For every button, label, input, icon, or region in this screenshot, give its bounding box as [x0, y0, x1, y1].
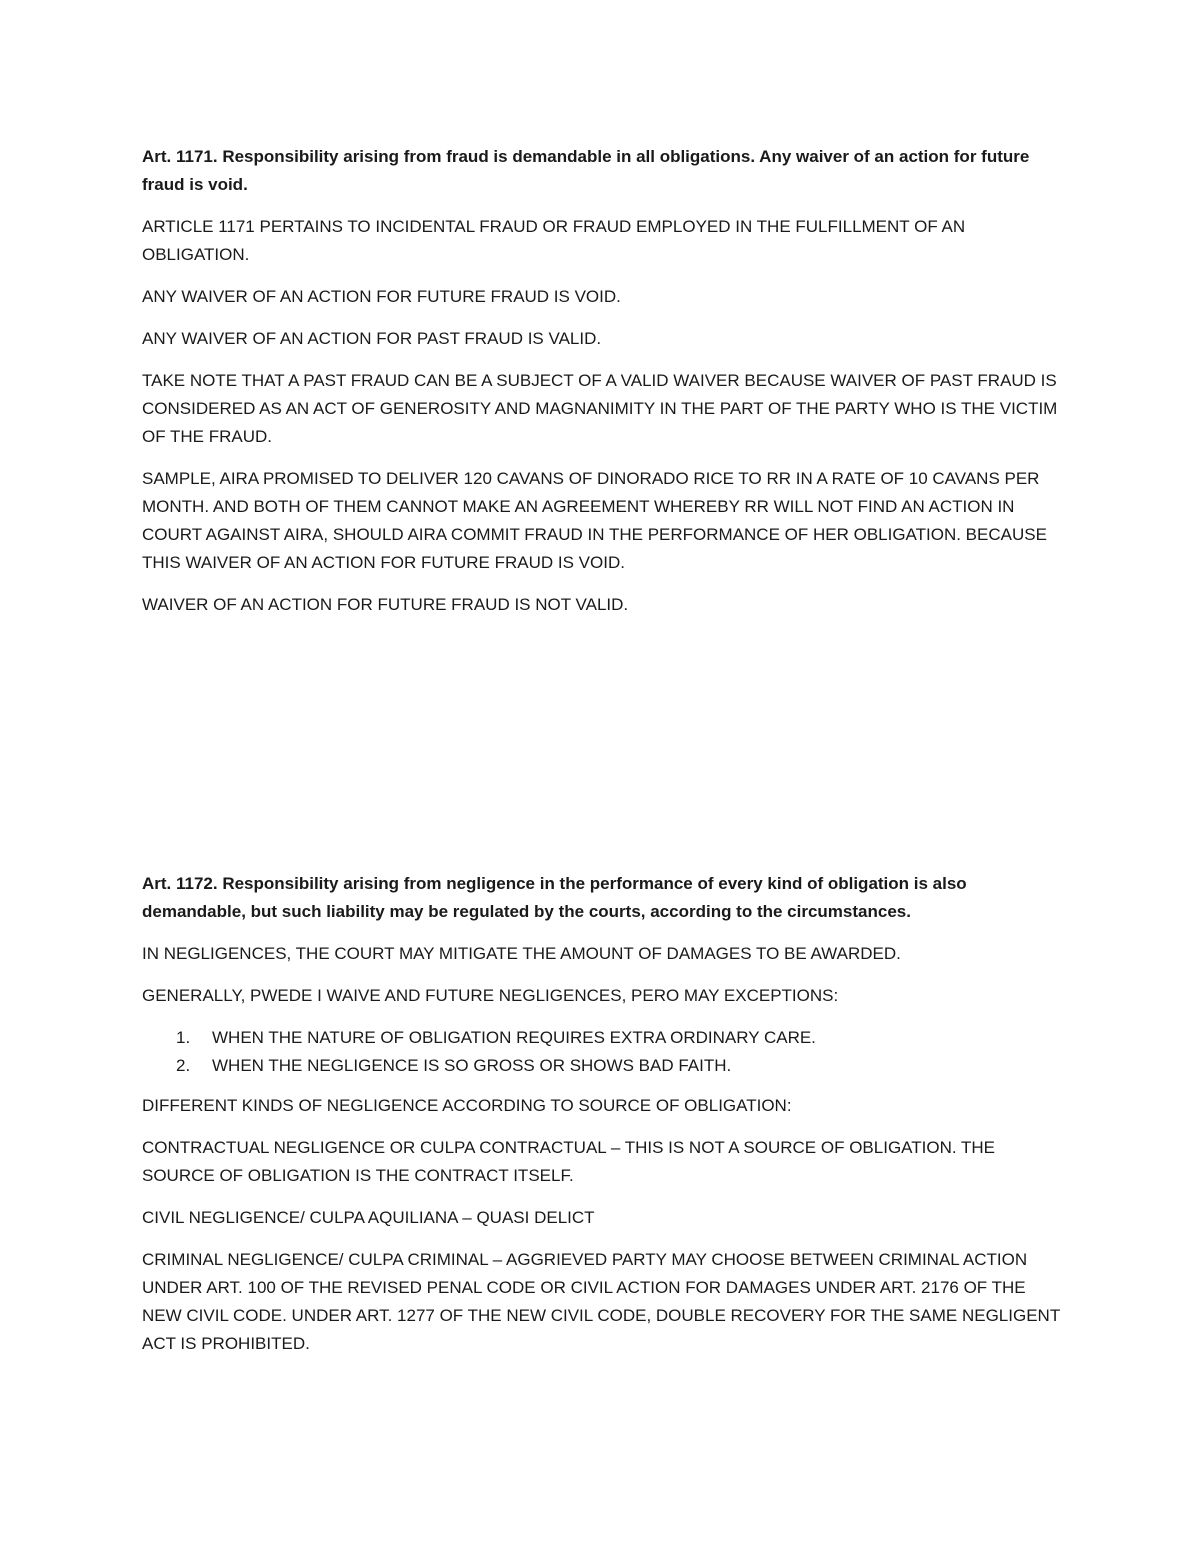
paragraph: IN NEGLIGENCES, THE COURT MAY MITIGATE THE AMOUNT OF DAMAGES TO BE AWARDED. [142, 944, 901, 963]
paragraph: DIFFERENT KINDS OF NEGLIGENCE ACCORDING TO SOURCE OF OBLIGATION: [142, 1096, 792, 1115]
exceptions-list [142, 1024, 1062, 1080]
list-item-text: WHEN THE NATURE OF OBLIGATION REQUIRES EXTRA ORDINARY CARE. [212, 1028, 816, 1047]
list-item [142, 1052, 1062, 1080]
paragraph: CONTRACTUAL NEGLIGENCE OR CULPA CONTRACTUAL – THIS IS NOT A SOURCE OF OBLIGATION. THE SOURCE OF OBLIGATION IS THE CONTRACT ITSELF. [142, 1138, 995, 1185]
article-1172-heading: Art. 1172. Responsibility arising from negligence in the performance of every kind of obligation is also demandable, but such liability may be regulated by the courts, according to the circumstances. [142, 874, 967, 921]
paragraph: TAKE NOTE THAT A PAST FRAUD CAN BE A SUBJECT OF A VALID WAIVER BECAUSE WAIVER OF PAST FRAUD IS CONSIDERED AS AN ACT OF GENEROSITY AND MAGNANIMITY IN THE PART OF THE PARTY WHO IS THE VICTIM OF THE FRAUD. [142, 371, 1058, 446]
list-item [142, 1024, 1062, 1052]
paragraph: GENERALLY, PWEDE I WAIVE AND FUTURE NEGLIGENCES, PERO MAY EXCEPTIONS: [142, 986, 839, 1005]
paragraph: ANY WAIVER OF AN ACTION FOR PAST FRAUD IS VALID. [142, 329, 602, 348]
list-item-text: WHEN THE NEGLIGENCE IS SO GROSS OR SHOWS BAD FAITH. [212, 1056, 732, 1075]
paragraph: ANY WAIVER OF AN ACTION FOR FUTURE FRAUD IS VOID. [142, 287, 621, 306]
paragraph: SAMPLE, AIRA PROMISED TO DELIVER 120 CAVANS OF DINORADO RICE TO RR IN A RATE OF 10 CAVANS PER MONTH. AND BOTH OF THEM CANNOT MAKE AN AGREEMENT WHEREBY RR WILL NOT FIND AN ACTION IN COURT AGAINST AIRA, SHOULD AIRA COMMIT FRAUD IN THE PERFORMANCE OF HER OBLIGATION. BECAUSE THIS WAIVER OF AN ACTION FOR FUTURE FRAUD IS VOID. [142, 469, 1047, 572]
paragraph: CRIMINAL NEGLIGENCE/ CULPA CRIMINAL – AGGRIEVED PARTY MAY CHOOSE BETWEEN CRIMINAL ACTION UNDER ART. 100 OF THE REVISED PENAL CODE OR CIVIL ACTION FOR DAMAGES UNDER ART. 2176 OF THE NEW CIVIL CODE. UNDER ART. 1277 OF THE NEW CIVIL CODE, DOUBLE RECOVERY FOR THE SAME NEGLIGENT ACT IS PROHIBITED. [142, 1250, 1060, 1353]
article-1172-section [142, 870, 1062, 1372]
paragraph: CIVIL NEGLIGENCE/ CULPA AQUILIANA – QUASI DELICT [142, 1208, 595, 1227]
paragraph: ARTICLE 1171 PERTAINS TO INCIDENTAL FRAUD OR FRAUD EMPLOYED IN THE FULFILLMENT OF AN OBLIGATION. [142, 217, 966, 264]
article-1171-heading: Art. 1171. Responsibility arising from fraud is demandable in all obligations. Any waiver of an action for future fraud is void. [142, 147, 1030, 194]
list-item-number: 2. [176, 1056, 191, 1075]
list-item-number: 1. [176, 1028, 191, 1047]
paragraph: WAIVER OF AN ACTION FOR FUTURE FRAUD IS NOT VALID. [142, 595, 629, 614]
article-1171-section [142, 143, 1062, 633]
